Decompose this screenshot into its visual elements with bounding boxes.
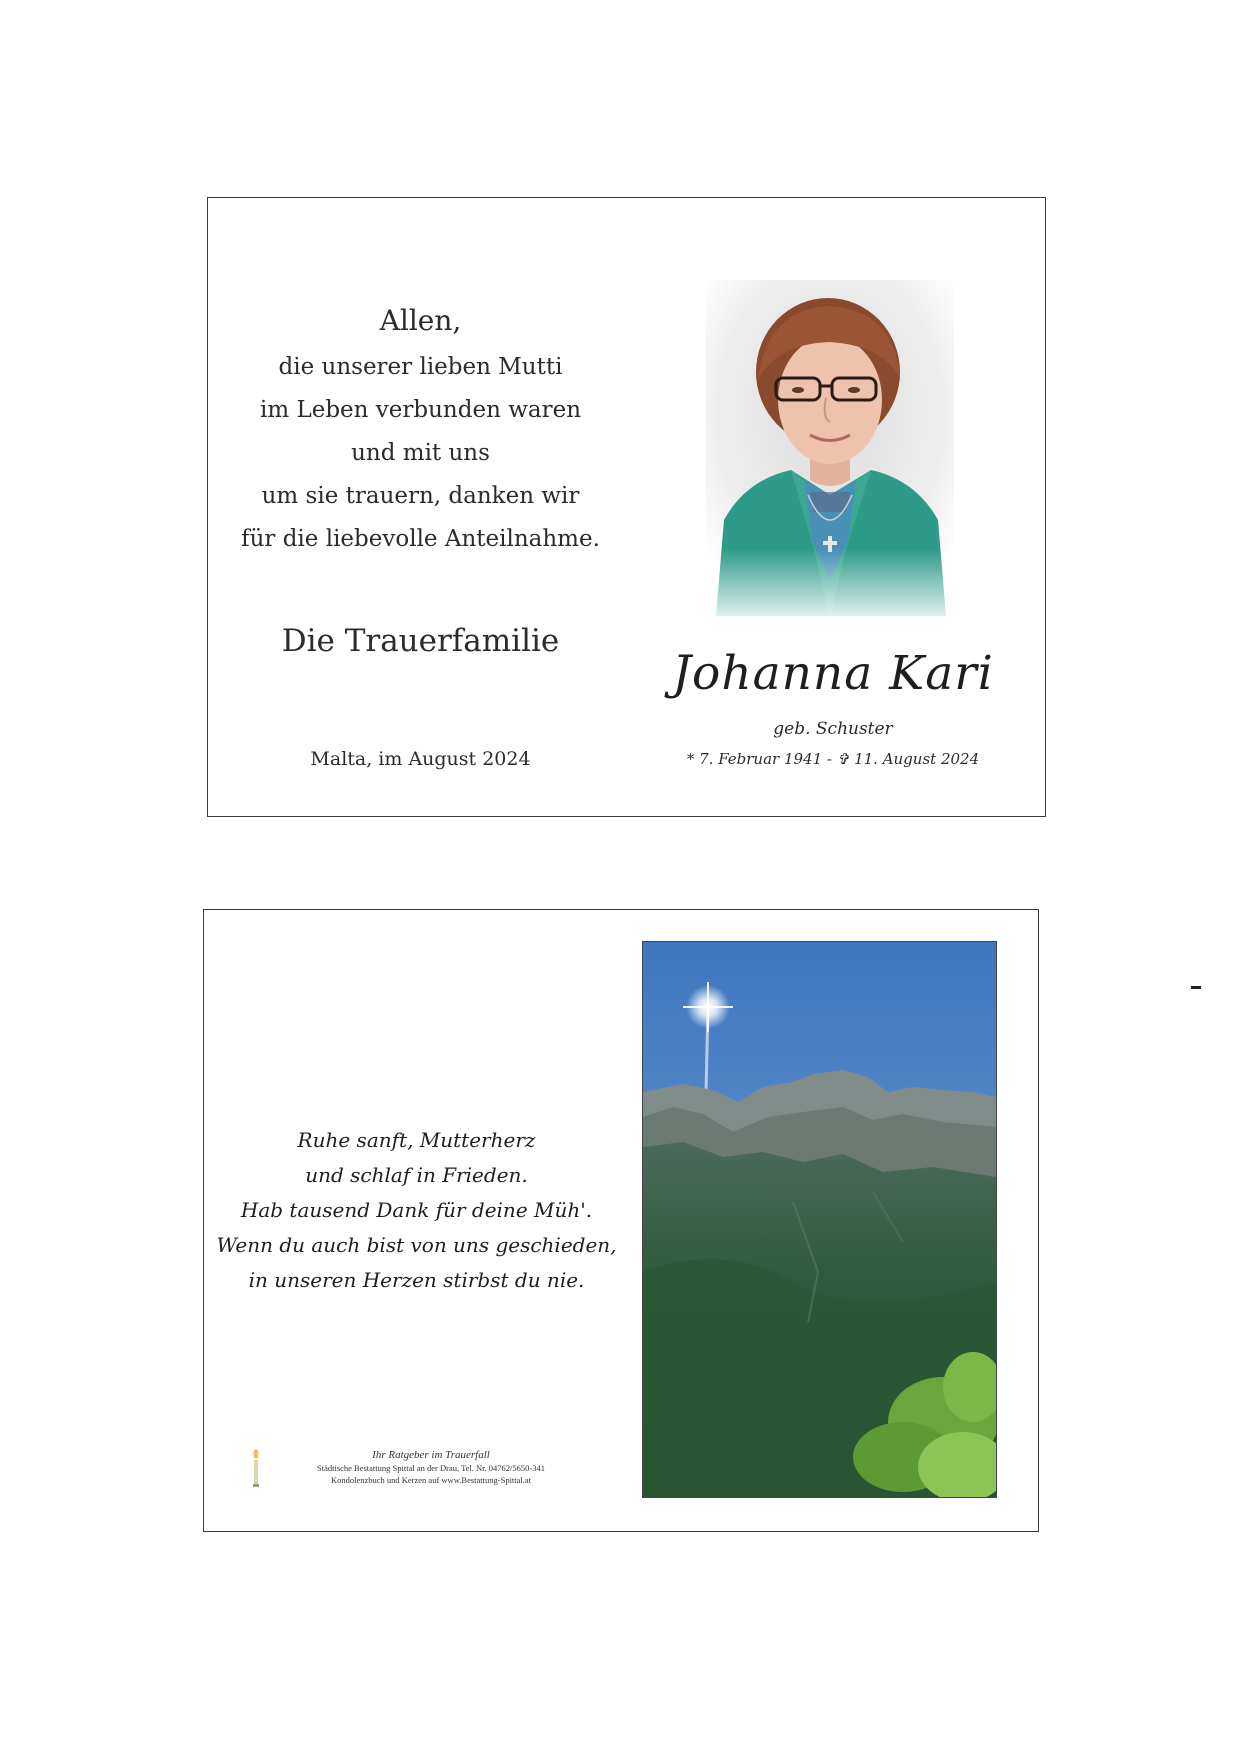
- poem-line: Hab tausend Dank für deine Müh'.: [240, 1198, 593, 1222]
- poem: [214, 1123, 619, 1298]
- landscape-illustration: [643, 942, 996, 1497]
- poem-line: Ruhe sanft, Mutterherz: [297, 1128, 536, 1152]
- footer-text: [271, 1448, 591, 1486]
- thanks-line: und mit uns: [351, 440, 490, 466]
- maiden-name: geb. Schuster: [773, 719, 893, 739]
- deceased-name: Johanna Kari: [672, 646, 994, 701]
- portrait-photo: [706, 280, 954, 616]
- mountain-landscape-photo: [642, 941, 997, 1498]
- life-dates: * 7. Februar 1941 - ✞ 11. August 2024: [686, 750, 980, 768]
- thanks-line: Allen,: [379, 304, 462, 337]
- candle-icon: [249, 1448, 263, 1488]
- poem-line: in unseren Herzen stirbst du nie.: [248, 1268, 585, 1292]
- thanks-line: die unserer lieben Mutti: [278, 354, 563, 380]
- footer-slogan: Ihr Ratgeber im Trauerfall: [372, 1449, 490, 1461]
- footer-website: Kondolenzbuch und Kerzen auf www.Bestattung-Spittal.at: [330, 1475, 532, 1485]
- poem-line: und schlaf in Frieden.: [305, 1163, 528, 1187]
- thank-you-card-back: [203, 909, 1039, 1532]
- footer-company: Städtische Bestattung Spittal an der Drau, Tel. Nr. 04762/5650-341: [316, 1463, 545, 1473]
- thank-you-card-front: [207, 197, 1046, 817]
- thanks-text: [238, 296, 603, 561]
- portrait-illustration: [706, 280, 954, 616]
- scan-edge-mark: [1191, 986, 1201, 989]
- place-date: Malta, im August 2024: [310, 748, 531, 770]
- thanks-line: für die liebevolle Anteilnahme.: [241, 526, 600, 552]
- poem-line: Wenn du auch bist von uns geschieden,: [216, 1233, 617, 1257]
- thanks-line: im Leben verbunden waren: [259, 397, 582, 423]
- family-signature: Die Trauerfamilie: [281, 623, 560, 659]
- funeral-home-footer: [249, 1448, 599, 1500]
- thanks-line: um sie trauern, danken wir: [261, 483, 580, 509]
